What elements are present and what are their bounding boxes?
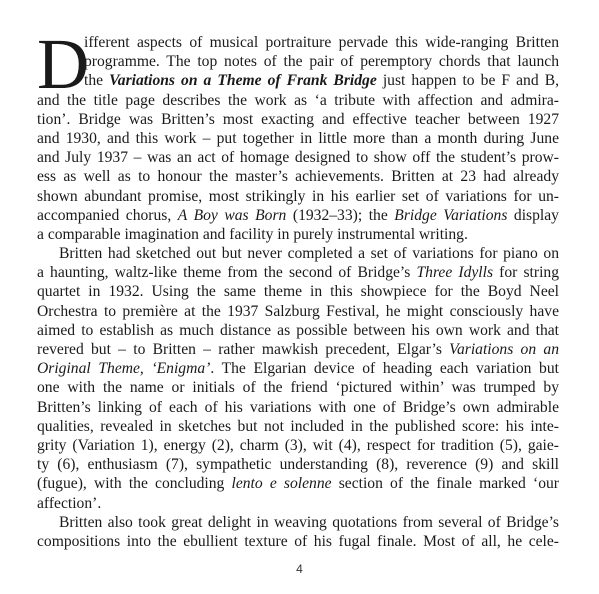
text-line: [37, 282, 559, 301]
text-line: [37, 321, 559, 340]
text-line: [37, 455, 559, 474]
text-line: [37, 167, 559, 186]
text-run: the: [84, 72, 110, 90]
text-run: ess as well as to honour the master’s achievements. Britten at 23 had already: [37, 168, 559, 186]
text-run: and the title page describes the work as ‘a tribute with affection and admira-: [37, 91, 559, 109]
text-line: [37, 187, 559, 206]
text-line: [37, 398, 559, 417]
text-run: section of the finale marked ‘our: [331, 475, 559, 493]
text-run: for string: [493, 264, 559, 282]
text-run: qualities, revealed in sketches but not included in the published score: his inte-: [37, 417, 559, 435]
italic-text: Three Idylls: [416, 264, 494, 282]
text-line: [37, 340, 559, 359]
text-line: [84, 52, 559, 71]
paragraph: [37, 513, 559, 551]
text-run: a comparable imagination and facility in purely instrumental writing.: [37, 225, 468, 243]
text-run: one with the name or initials of the friend ‘pictured within’ was trumped by: [37, 379, 559, 397]
italic-text: Variations on an: [449, 341, 559, 358]
italic-text: lento e solenne: [231, 475, 332, 493]
italic-text: Bridge Variations: [394, 206, 508, 224]
text-run: ifferent aspects of musical portraiture pervade this wide-ranging Britten: [84, 34, 559, 51]
text-line: [37, 225, 559, 244]
work-title: Variations on a Theme of Frank Bridge: [109, 72, 377, 90]
text-run: just happen to be F and B,: [376, 72, 560, 90]
paragraph: [37, 244, 559, 513]
text-line: [37, 532, 559, 551]
text-run: shown abundant promise, most strikingly in his earlier set of variations for un-: [37, 187, 559, 205]
text-run: . The Elgarian device of heading each variation but: [210, 360, 559, 378]
text-line: [37, 436, 559, 455]
text-run: and July 1937 – was an act of homage designed to show off the student’s prow-: [37, 149, 559, 167]
text-run: Britten had sketched out but never completed a set of variations for piano on: [59, 245, 559, 263]
text-run: ty (6), enthusiasm (7), sympathetic understanding (8), reverence (9) and skill: [37, 456, 559, 474]
text-run: Britten’s linking of each of his variations with one of Bridge’s own admirable: [37, 398, 559, 416]
text-run: affection’.: [37, 494, 102, 512]
text-line: [37, 129, 559, 148]
text-line: [37, 359, 559, 378]
text-line: [37, 244, 559, 263]
text-run: tion’. Bridge was Britten’s most exacting and effective teacher between 1927: [37, 110, 559, 128]
text-run: compositions into the ebullient texture of his fugal finale. Most of all, he cele-: [37, 532, 559, 550]
text-line: [37, 110, 559, 129]
text-line: [37, 474, 559, 493]
text-run: quartet in 1932. Using the same theme in this showpiece for the Boyd Neel: [37, 283, 559, 301]
text-run: and 1930, and this work – put together in little more than a month during June: [37, 129, 559, 147]
text-line: [84, 33, 559, 52]
text-line: [37, 494, 559, 513]
text-run: revered but – to Britten – rather mawkish precedent, Elgar’s: [37, 341, 450, 358]
text-run: accompanied chorus,: [37, 206, 178, 224]
text-line: [37, 417, 559, 436]
text-line: [84, 71, 559, 90]
text-run: display: [507, 206, 559, 224]
italic-text: A Boy was Born: [177, 206, 287, 224]
text-run: (fugue), with the concluding: [37, 475, 232, 493]
drop-cap: D: [37, 24, 89, 104]
text-line: [37, 91, 559, 110]
text-line: [37, 302, 559, 321]
text-line: [37, 378, 559, 397]
text-line: [37, 206, 559, 225]
text-run: programme. The top notes of the pair of peremptory chords that launch: [84, 53, 559, 71]
text-run: Britten also took great delight in weaving quotations from several of Bridge’s: [59, 513, 559, 531]
page-number: 4: [296, 562, 303, 576]
body-text: [37, 24, 560, 551]
text-line: [37, 263, 559, 282]
text-run: grity (Variation 1), energy (2), charm (3), wit (4), respect for tradition (5), gaie-: [37, 436, 559, 454]
text-run: a haunting, waltz-like theme from the second of Bridge’s: [37, 264, 417, 282]
text-line: [37, 513, 559, 532]
text-run: Orchestra to première at the 1937 Salzburg Festival, he might consciously have: [37, 302, 559, 320]
text-run: (1932–33); the: [286, 206, 395, 224]
italic-text: Original Theme, ‘Enigma’: [37, 360, 211, 378]
text-run: aimed to establish as much distance as possible between his own work and that: [37, 321, 559, 339]
text-line: [37, 148, 559, 167]
paragraph: [37, 24, 560, 244]
